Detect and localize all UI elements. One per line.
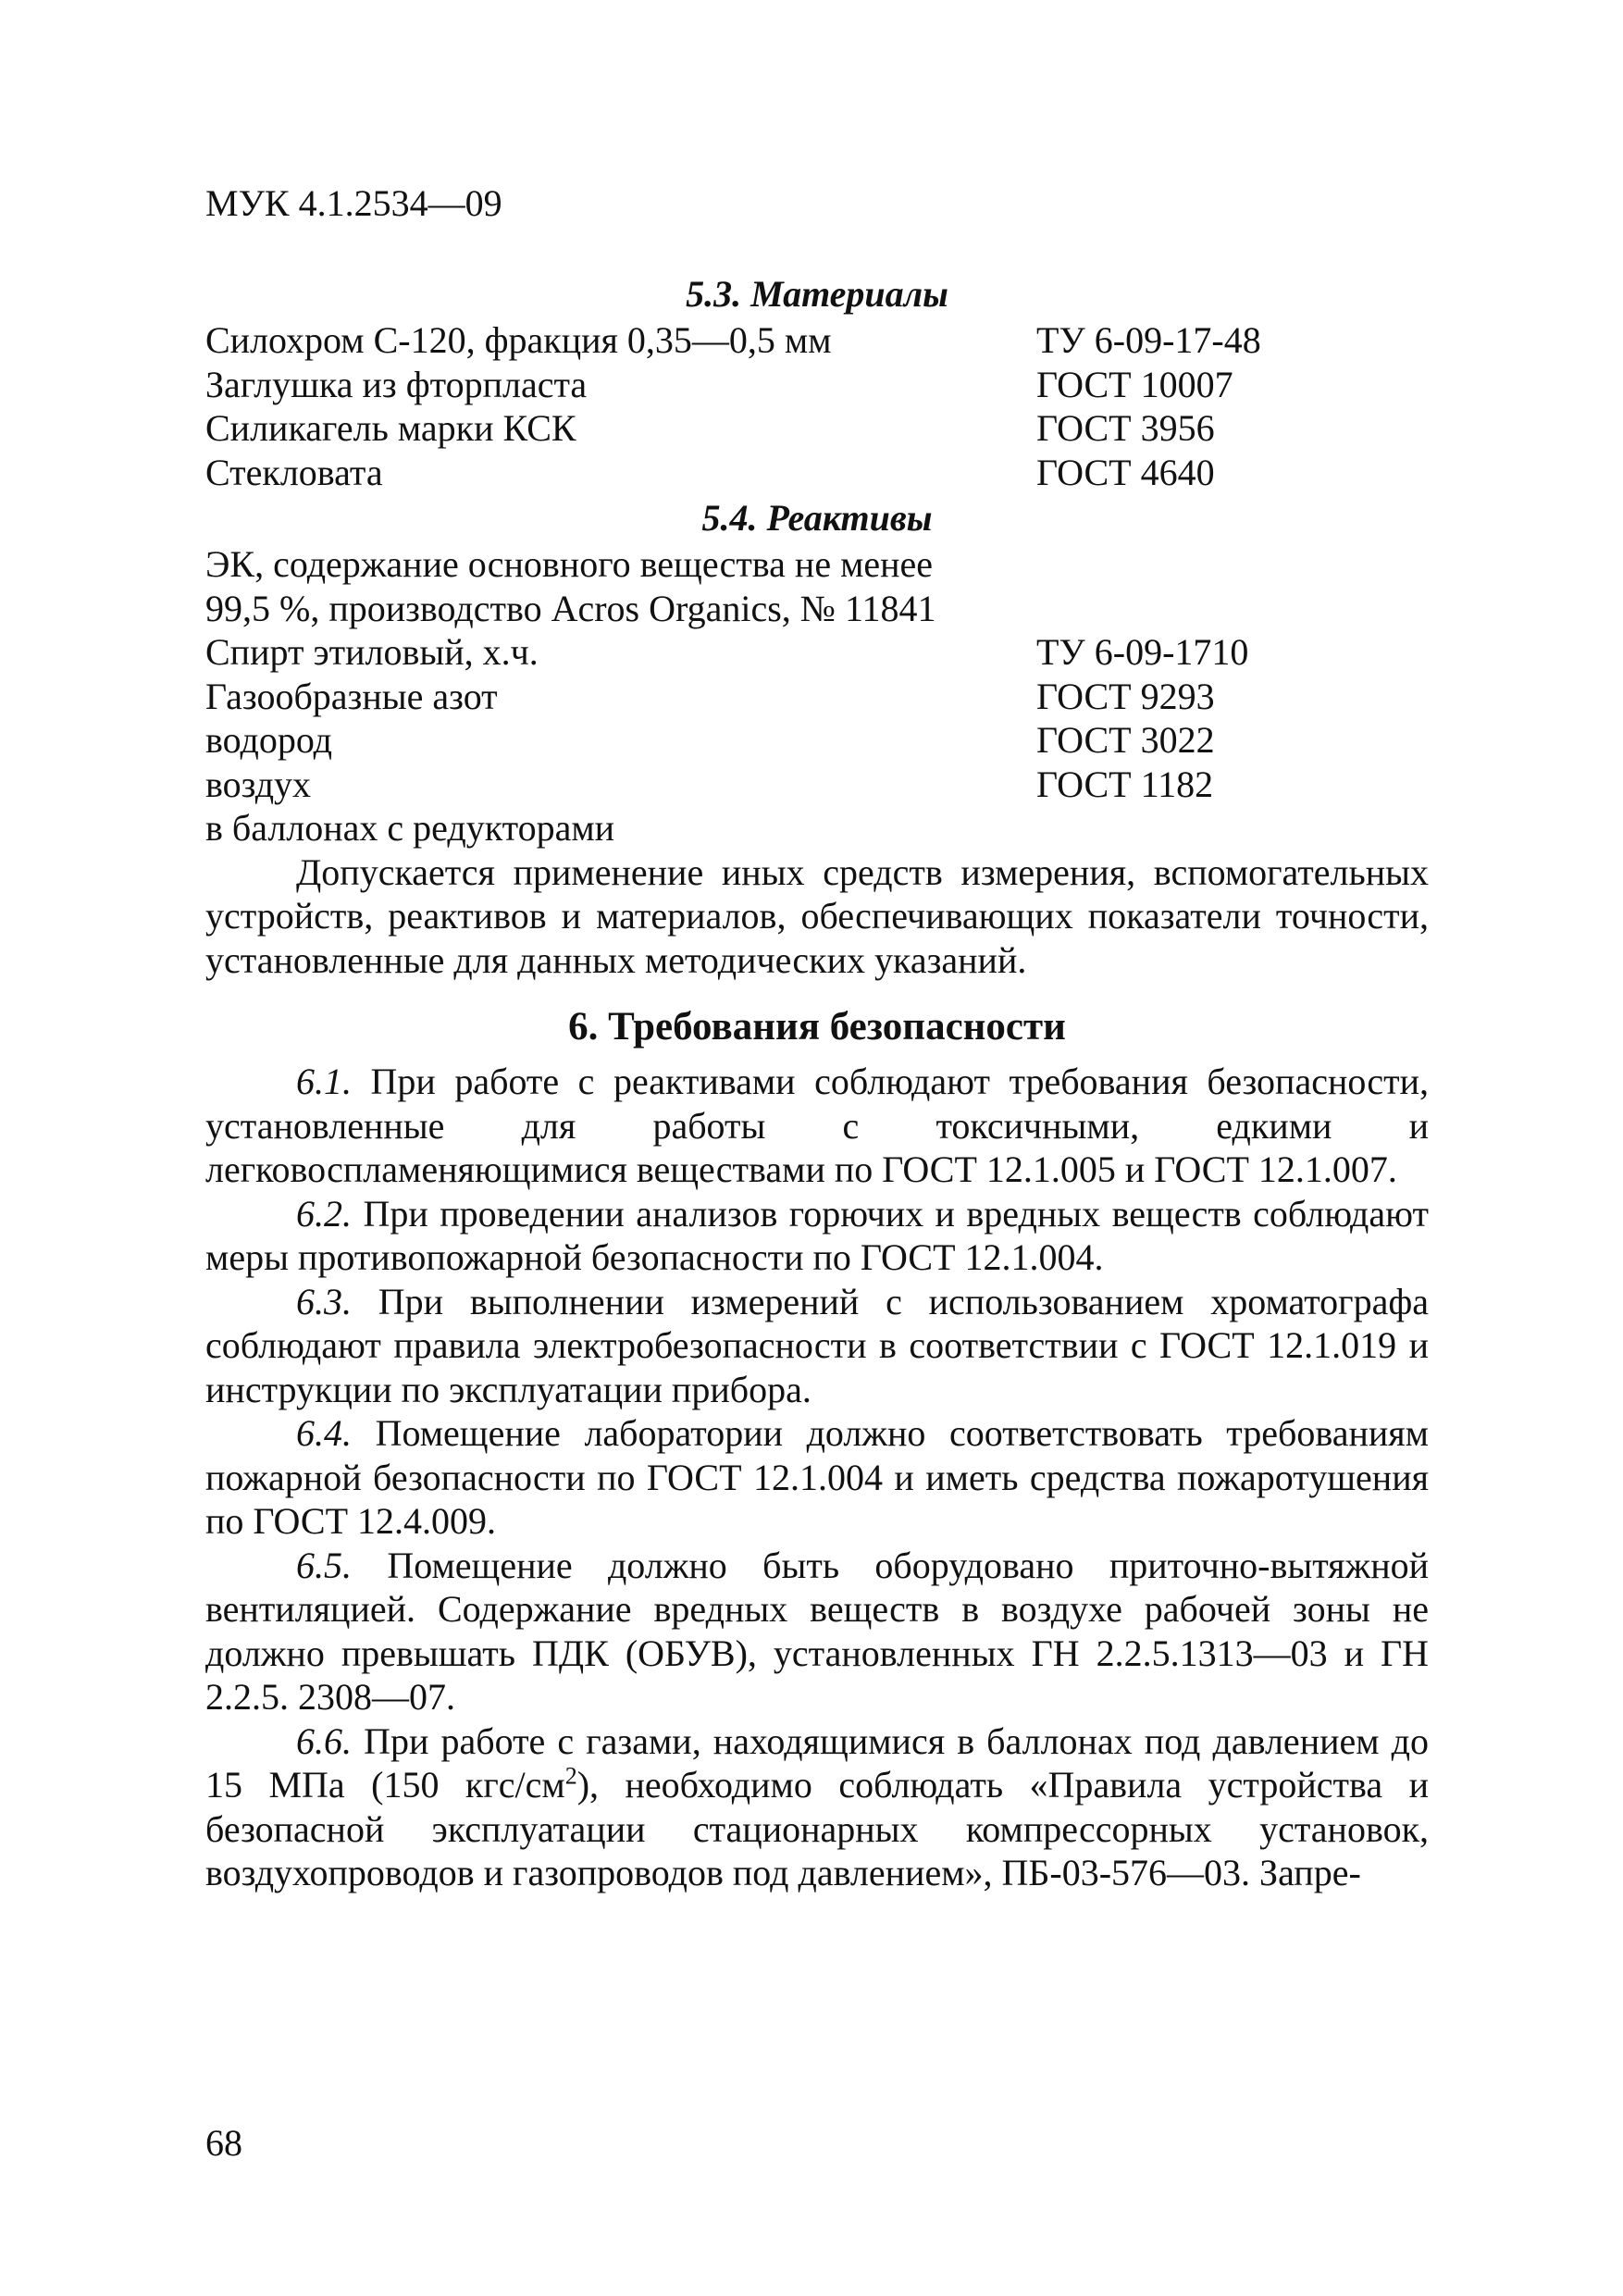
table-row [205, 451, 1429, 495]
safety-item [205, 1280, 1429, 1412]
safety-item [205, 1719, 1429, 1895]
safety-item-text: При работе с газами, находящимися в баллонах под давлением до 15 МПа (150 кгс/см [205, 1719, 1430, 1806]
material-ref: ГОСТ 4640 [1036, 451, 1215, 493]
table-row [205, 406, 1429, 451]
safety-item-number: 6.4. [296, 1412, 352, 1454]
reagent-name: ЭК, содержание основного вещества не менее [205, 543, 934, 585]
table-row [205, 718, 1429, 763]
safety-item [205, 1544, 1429, 1719]
table-row [205, 763, 1429, 807]
safety-item-text: При выполнении измерений с использованием хроматографа соблюдают правила электробезопасности в соответствии с ГОСТ 12.1.019 и инструкции по эксплуатации прибора. [205, 1280, 1430, 1410]
safety-section-title: 6. Требования безопасности [568, 1005, 1066, 1049]
reagent-name: воздух [205, 763, 312, 805]
table-row [205, 318, 1429, 363]
reagent-name: Спирт этиловый, х.ч. [205, 631, 539, 673]
document-code: МУК 4.1.2534—09 [205, 182, 502, 224]
table-row [205, 587, 1429, 631]
safety-item-text: Помещение лаборатории должно соответствовать требованиям пожарной безопасности по ГОСТ 12.1.004 и иметь средства пожаротушения по ГОСТ 12.4.009. [205, 1412, 1429, 1542]
materials-heading-number: 5.3. [686, 273, 742, 315]
reagent-ref: ТУ 6-09-1710 [1036, 631, 1249, 673]
reagent-name: в баллонах с редукторами [205, 807, 615, 849]
safety-item-text-continued: ), необходимо соблюдать «Правила устройства и безопасной эксплуатации стационарных компрессорных установок, воздухопроводов и газопроводов под давлением», ПБ-03-576—03. Запре- [205, 1764, 1429, 1893]
materials-table [205, 318, 1429, 494]
table-row [205, 675, 1429, 719]
safety-item-number: 6.5. [296, 1544, 352, 1586]
table-row [205, 363, 1429, 407]
table-row [205, 806, 1429, 850]
reagent-ref [1036, 542, 1429, 587]
reagents-heading-title: Реактивы [766, 497, 933, 539]
safety-item-number: 6.6. [296, 1719, 352, 1762]
superscript: 2 [564, 1762, 577, 1790]
material-ref: ГОСТ 10007 [1036, 363, 1233, 405]
material-name: Стекловата [205, 451, 383, 493]
reagent-ref: ГОСТ 3022 [1036, 719, 1215, 761]
safety-item-number: 6.2. [296, 1192, 352, 1235]
reagents-note: Допускается применение иных средств измерения, вспомогательных устройств, реактивов и материалов, обеспечивающих показатели точности, установленные для данных методических указаний. [205, 850, 1429, 981]
material-name: Силохром С-120, фракция 0,35—0,5 мм [205, 319, 832, 361]
materials-heading [205, 270, 1429, 318]
reagents-table [205, 542, 1429, 850]
table-row [205, 542, 1429, 587]
reagent-name: Газообразные азот [205, 675, 498, 717]
page-number: 68 [205, 2122, 242, 2164]
reagent-ref [1036, 806, 1429, 850]
reagents-heading-number: 5.4. [701, 497, 758, 539]
safety-item-text: При проведении анализов горючих и вредных веществ соблюдают меры противопожарной безопасности по ГОСТ 12.1.004. [205, 1192, 1429, 1278]
table-row [205, 630, 1429, 675]
materials-heading-title: Материалы [750, 273, 948, 315]
safety-item [205, 1411, 1429, 1544]
safety-item [205, 1060, 1429, 1192]
safety-item-number: 6.3. [296, 1280, 352, 1322]
material-name: Силикагель марки КСК [205, 407, 576, 449]
safety-item [205, 1192, 1429, 1280]
material-ref: ГОСТ 3956 [1036, 407, 1215, 449]
safety-item-text: Помещение должно быть оборудовано приточно-вытяжной вентиляцией. Содержание вредных веществ в воздухе рабочей зоны не должно превышать ПДК (ОБУВ), установленных ГН 2.2.5.1313—03 и ГН 2.2.5. 2308—07. [205, 1544, 1430, 1718]
material-name: Заглушка из фторпласта [205, 363, 588, 405]
reagent-name: 99,5 %, производство Acros Organics, № 11841 [205, 587, 936, 629]
material-ref: ТУ 6-09-17-48 [1036, 319, 1261, 361]
safety-item-number: 6.1. [296, 1061, 352, 1102]
reagent-name: водород [205, 719, 333, 761]
reagents-heading [205, 494, 1429, 542]
safety-item-text: При работе с реактивами соблюдают требования безопасности, установленные для работы с токсичными, едкими и легковоспламеняющимися веществами по ГОСТ 12.1.005 и ГОСТ 12.1.007. [205, 1061, 1429, 1190]
reagent-ref: ГОСТ 1182 [1036, 763, 1214, 805]
reagent-ref: ГОСТ 9293 [1036, 675, 1215, 717]
page-content [205, 270, 1429, 1895]
reagent-ref [1036, 587, 1429, 631]
